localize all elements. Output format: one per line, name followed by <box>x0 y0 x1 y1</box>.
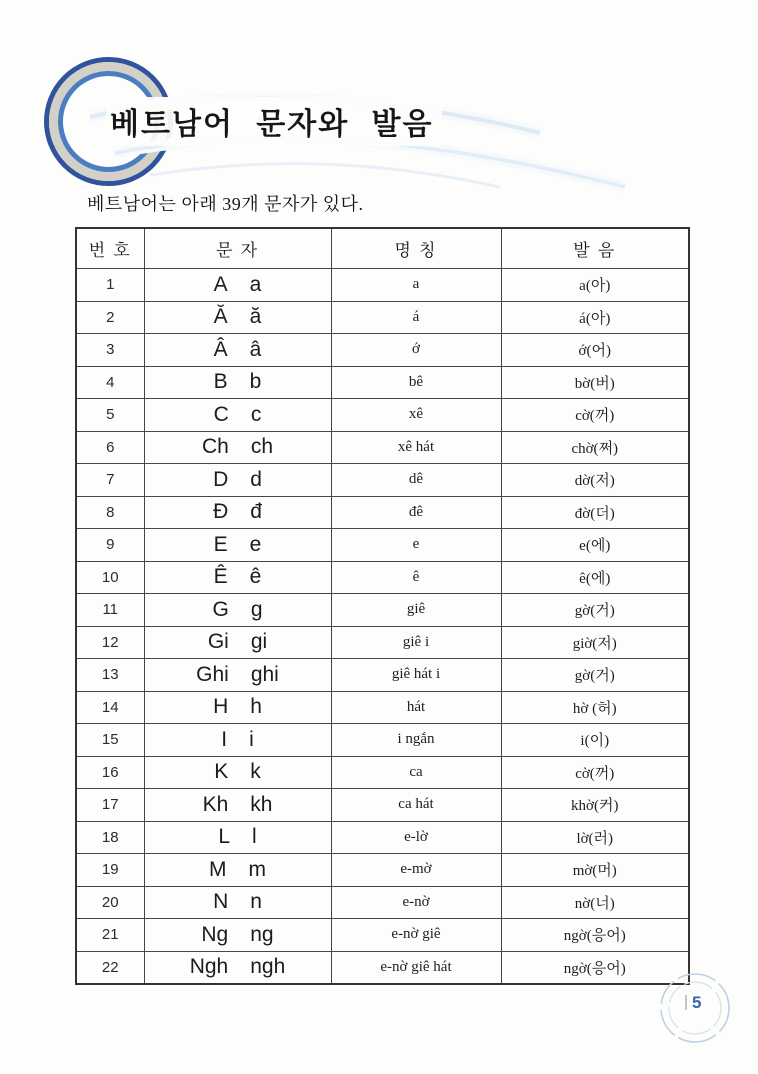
letter-lowercase: ghi <box>250 662 279 686</box>
table-row <box>76 789 689 822</box>
pronunciation-cell: e(에) <box>501 529 689 562</box>
table-row <box>76 399 689 432</box>
table-row <box>76 659 689 692</box>
page-number: 5 <box>692 993 702 1012</box>
letter-lowercase: đ <box>250 500 262 524</box>
pronunciation-cell: đờ(더) <box>501 496 689 529</box>
letter-uppercase: Ghi <box>196 662 229 686</box>
letter-uppercase: Đ <box>213 500 229 524</box>
letter-cell <box>144 464 331 497</box>
letter-cell <box>144 496 331 529</box>
letter-lowercase: â <box>249 337 262 361</box>
letter-lowercase: g <box>250 597 263 621</box>
letter-cell <box>144 301 331 334</box>
letter-uppercase: G <box>212 597 229 621</box>
pronunciation-cell: gờ(거) <box>501 659 689 692</box>
table-row <box>76 464 689 497</box>
letter-name-cell: e <box>331 529 501 562</box>
letter-name-cell: i ngắn <box>331 724 501 757</box>
letter-name-cell: giê hát i <box>331 659 501 692</box>
table-row <box>76 756 689 789</box>
letter-uppercase: Â <box>213 337 228 361</box>
pronunciation-cell: ớ(어) <box>501 334 689 367</box>
letter-cell <box>144 691 331 724</box>
pronunciation-cell: chờ(쩌) <box>501 431 689 464</box>
letter-cell <box>144 854 331 887</box>
letter-uppercase: Kh <box>202 792 229 816</box>
letter-lowercase: l <box>252 825 257 849</box>
intro-text: 베트남어는 아래 39개 문자가 있다. <box>87 194 364 214</box>
letter-cell <box>144 821 331 854</box>
letter-lowercase: e <box>249 532 262 556</box>
row-number-cell: 7 <box>76 464 144 497</box>
pronunciation-cell: i(이) <box>501 724 689 757</box>
letter-cell <box>144 269 331 302</box>
page-number-tick <box>685 995 687 1010</box>
letter-uppercase: Ng <box>201 922 229 946</box>
letter-cell <box>144 919 331 952</box>
letter-cell <box>144 626 331 659</box>
table-row <box>76 919 689 952</box>
letter-name-cell: bê <box>331 366 501 399</box>
letter-name-cell: đê <box>331 496 501 529</box>
letter-lowercase: h <box>250 695 262 719</box>
table-row <box>76 626 689 659</box>
letter-lowercase: d <box>250 467 262 491</box>
letter-uppercase: B <box>213 370 228 394</box>
letter-uppercase: D <box>213 467 229 491</box>
letter-name-cell: e-nờ giê hát <box>331 951 501 984</box>
letter-name-cell: xê hát <box>331 431 501 464</box>
letter-cell <box>144 431 331 464</box>
page-title: 베트남어 문자와 발음 <box>106 97 442 146</box>
table-row <box>76 691 689 724</box>
row-number-cell: 9 <box>76 529 144 562</box>
pronunciation-cell: mờ(머) <box>501 854 689 887</box>
pronunciation-cell: gờ(거) <box>501 594 689 627</box>
table-row <box>76 529 689 562</box>
letter-lowercase: i <box>249 727 254 751</box>
letter-lowercase: ê <box>249 565 262 589</box>
column-header: 명 칭 <box>331 228 501 269</box>
row-number-cell: 12 <box>76 626 144 659</box>
letter-name-cell: xê <box>331 399 501 432</box>
column-header: 문 자 <box>144 228 331 269</box>
row-number-cell: 22 <box>76 951 144 984</box>
letter-lowercase: n <box>250 890 262 914</box>
letter-uppercase: N <box>213 890 229 914</box>
letter-lowercase: c <box>250 402 262 426</box>
letter-name-cell: ca <box>331 756 501 789</box>
row-number-cell: 1 <box>76 269 144 302</box>
letter-cell <box>144 399 331 432</box>
table-row <box>76 886 689 919</box>
letter-uppercase: M <box>209 857 227 881</box>
letter-name-cell: a <box>331 269 501 302</box>
letter-cell <box>144 789 331 822</box>
letter-lowercase: gi <box>250 630 268 654</box>
row-number-cell: 18 <box>76 821 144 854</box>
letter-uppercase: Ngh <box>189 955 229 979</box>
row-number-cell: 6 <box>76 431 144 464</box>
row-number-cell: 3 <box>76 334 144 367</box>
pronunciation-cell: a(아) <box>501 269 689 302</box>
letter-name-cell: dê <box>331 464 501 497</box>
letter-cell <box>144 334 331 367</box>
letter-lowercase: ch <box>250 435 274 459</box>
table-row <box>76 496 689 529</box>
pronunciation-cell: giờ(저) <box>501 626 689 659</box>
letter-name-cell: ớ <box>331 334 501 367</box>
letter-uppercase: E <box>213 532 228 556</box>
pronunciation-cell: á(아) <box>501 301 689 334</box>
letter-uppercase: L <box>218 825 230 849</box>
row-number-cell: 17 <box>76 789 144 822</box>
pronunciation-cell: nờ(너) <box>501 886 689 919</box>
row-number-cell: 16 <box>76 756 144 789</box>
letter-name-cell: e-lờ <box>331 821 501 854</box>
letter-cell <box>144 886 331 919</box>
pronunciation-cell: cờ(꺼) <box>501 756 689 789</box>
letter-lowercase: ngh <box>250 955 286 979</box>
alphabet-table <box>75 227 690 985</box>
letter-lowercase: ă <box>249 305 262 329</box>
letter-uppercase: I <box>221 727 228 751</box>
row-number-cell: 5 <box>76 399 144 432</box>
pronunciation-cell: ngờ(응어) <box>501 951 689 984</box>
letter-uppercase: Ă <box>213 305 228 329</box>
table-row <box>76 269 689 302</box>
table-row <box>76 854 689 887</box>
pronunciation-cell: hờ (허) <box>501 691 689 724</box>
row-number-cell: 11 <box>76 594 144 627</box>
letter-name-cell: e-nờ giê <box>331 919 501 952</box>
pronunciation-cell: ê(에) <box>501 561 689 594</box>
row-number-cell: 15 <box>76 724 144 757</box>
pronunciation-cell: dờ(저) <box>501 464 689 497</box>
letter-cell <box>144 724 331 757</box>
page-footer <box>653 968 737 1052</box>
letter-cell <box>144 561 331 594</box>
row-number-cell: 13 <box>76 659 144 692</box>
table-row <box>76 951 689 984</box>
letter-name-cell: e-mờ <box>331 854 501 887</box>
table-header-row <box>76 228 689 269</box>
letter-uppercase: Ch <box>201 435 229 459</box>
letter-lowercase: k <box>250 760 261 784</box>
pronunciation-cell: ngờ(응어) <box>501 919 689 952</box>
letter-uppercase: Ê <box>213 565 228 589</box>
table-row <box>76 334 689 367</box>
letter-name-cell: ca hát <box>331 789 501 822</box>
table-row <box>76 431 689 464</box>
table-row <box>76 821 689 854</box>
pronunciation-cell: cờ(꺼) <box>501 399 689 432</box>
table-row <box>76 301 689 334</box>
letter-lowercase: b <box>249 370 262 394</box>
row-number-cell: 19 <box>76 854 144 887</box>
letter-uppercase: Gi <box>207 630 229 654</box>
table-row <box>76 561 689 594</box>
row-number-cell: 4 <box>76 366 144 399</box>
letter-lowercase: kh <box>250 792 273 816</box>
letter-cell <box>144 594 331 627</box>
letter-name-cell: giê <box>331 594 501 627</box>
letter-uppercase: K <box>214 760 229 784</box>
letter-lowercase: m <box>248 857 266 881</box>
table-row <box>76 366 689 399</box>
letter-cell <box>144 529 331 562</box>
row-number-cell: 10 <box>76 561 144 594</box>
letter-uppercase: A <box>213 272 228 296</box>
letter-lowercase: a <box>249 272 262 296</box>
letter-cell <box>144 659 331 692</box>
pronunciation-cell: lờ(러) <box>501 821 689 854</box>
letter-lowercase: ng <box>250 922 274 946</box>
column-header: 번 호 <box>76 228 144 269</box>
pronunciation-cell: khờ(커) <box>501 789 689 822</box>
letter-name-cell: hát <box>331 691 501 724</box>
letter-name-cell: ê <box>331 561 501 594</box>
letter-name-cell: giê i <box>331 626 501 659</box>
table-row <box>76 724 689 757</box>
row-number-cell: 14 <box>76 691 144 724</box>
row-number-cell: 2 <box>76 301 144 334</box>
row-number-cell: 21 <box>76 919 144 952</box>
letter-cell <box>144 951 331 984</box>
row-number-cell: 8 <box>76 496 144 529</box>
letter-name-cell: á <box>331 301 501 334</box>
letter-name-cell: e-nờ <box>331 886 501 919</box>
table-row <box>76 594 689 627</box>
letter-cell <box>144 366 331 399</box>
column-header: 발 음 <box>501 228 689 269</box>
letter-uppercase: H <box>213 695 229 719</box>
letter-cell <box>144 756 331 789</box>
letter-uppercase: C <box>213 402 229 426</box>
pronunciation-cell: bờ(버) <box>501 366 689 399</box>
row-number-cell: 20 <box>76 886 144 919</box>
